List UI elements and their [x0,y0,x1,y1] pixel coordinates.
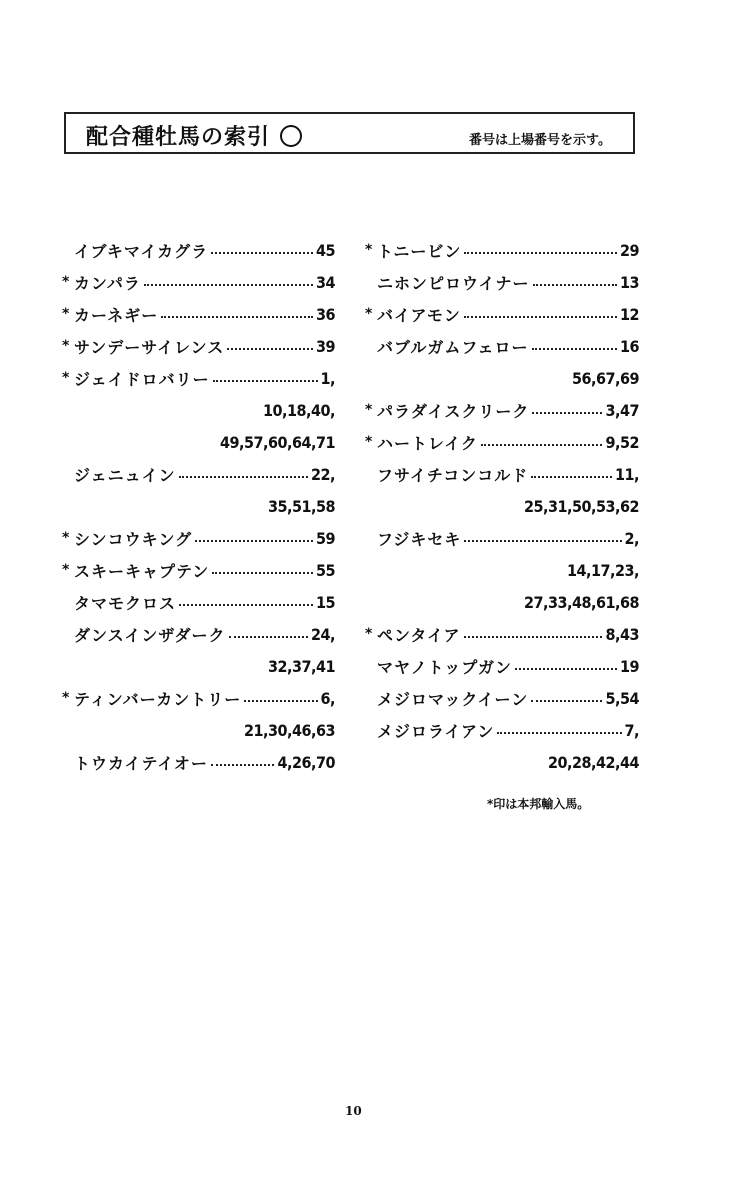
index-entry [62,746,335,778]
stallion-name: メジロマックイーン [377,689,529,709]
leader-dots [497,732,621,734]
index-entry [365,618,639,650]
lot-numbers: 12 [619,304,639,324]
lot-numbers: 2, [624,528,639,548]
leader-dots [144,284,313,286]
index-entry [365,714,639,746]
leader-dots [531,476,612,478]
leader-dots [212,572,313,574]
stallion-name: メジロライアン [377,721,495,741]
lot-numbers: 19 [619,656,639,676]
stallion-name: ジェイドロバリー [74,369,210,389]
stallion-name: ダンスインザダーク [74,625,226,645]
stallion-name: フジキセキ [377,529,462,549]
lot-numbers: 29 [619,240,639,260]
stallion-name: ペンタイア [377,625,461,645]
stallion-name: ニホンピロウイナー [377,273,530,293]
stallion-name: バブルガムフェロー [377,337,529,357]
index-continuation-row [365,586,639,618]
leader-dots [227,348,313,350]
lot-numbers: 55 [315,560,335,580]
index-entry [62,458,335,490]
stallion-name: パラダイスクリーク [377,401,530,421]
leader-dots [532,348,617,350]
lot-numbers: 5,54 [605,688,639,708]
index-continuation-row [365,362,639,394]
index-entry [365,394,639,426]
lot-numbers: 34 [315,272,335,292]
leader-dots [211,764,275,766]
page-number: 10 [345,1104,362,1118]
index-entry [62,586,335,618]
stallion-name: サンデーサイレンス [74,337,225,357]
index-entry [365,458,639,490]
index-entry [365,426,639,458]
footnote: *印は本邦輸入馬。 [487,797,590,811]
leader-dots [532,412,602,414]
circle-icon [280,125,302,147]
lot-numbers: 13 [619,272,639,292]
stallion-name: タマモクロス [74,593,177,613]
index-entry [365,266,639,298]
lot-numbers: 6, [320,688,335,708]
leader-dots [515,668,617,670]
index-continuation-row [365,490,639,522]
stallion-name: バイアモン [377,305,461,325]
lot-numbers: 3,47 [605,400,639,420]
lot-numbers: 1, [320,368,335,388]
header-note: 番号は上場番号を示す。 [469,133,611,148]
leader-dots [213,380,318,382]
lot-numbers: 35,51,58 [267,496,335,516]
index-continuation-row [365,746,639,778]
stallion-name: シンコウキング [74,529,193,549]
page-title [86,120,302,151]
index-entry [365,522,639,554]
index-continuation-row [62,650,335,682]
lot-numbers: 49,57,60,64,71 [219,432,335,452]
leader-dots [179,604,313,606]
import-mark: * [62,306,70,322]
index-entry [62,298,335,330]
import-mark: * [62,370,70,386]
lot-numbers: 14,17,23, [567,560,639,580]
leader-dots [531,700,602,702]
lot-numbers: 21,30,46,63 [243,720,335,740]
lot-numbers: 39 [315,336,335,356]
stallion-name: イブキマイカグラ [74,241,209,261]
page-title-text: 配合種牡馬の索引 [86,124,271,150]
index-entry [62,682,335,714]
index-entry [365,298,639,330]
leader-dots [161,316,313,318]
stallion-name: カンパラ [74,273,141,293]
leader-dots [533,284,617,286]
import-mark: * [62,338,70,354]
lot-numbers: 4,26,70 [277,752,335,772]
lot-numbers: 8,43 [605,624,639,644]
index-entry [62,522,335,554]
index-entry [62,266,335,298]
leader-dots [481,444,603,446]
leader-dots [195,540,313,542]
index-continuation-row [365,554,639,586]
leader-dots [464,316,617,318]
stallion-name: マヤノトップガン [377,657,513,677]
lot-numbers: 11, [615,464,639,484]
stallion-name: ハートレイク [377,433,478,453]
stallion-name: スキーキャプテン [74,561,210,581]
lot-numbers: 56,67,69 [571,368,639,388]
lot-numbers: 27,33,48,61,68 [523,592,639,612]
index-continuation-row [62,714,335,746]
import-mark: * [365,306,373,322]
index-continuation-row [62,394,335,426]
index-entry [62,362,335,394]
leader-dots [179,476,308,478]
leader-dots [229,636,308,638]
index-entry [365,650,639,682]
lot-numbers: 45 [315,240,335,260]
index-entry [365,330,639,362]
lot-numbers: 9,52 [605,432,639,452]
index-continuation-row [62,426,335,458]
import-mark: * [365,402,373,418]
lot-numbers: 36 [315,304,335,324]
lot-numbers: 22, [311,464,335,484]
leader-dots [244,700,317,702]
lot-numbers: 7, [624,720,639,740]
lot-numbers: 16 [619,336,639,356]
lot-numbers: 32,37,41 [267,656,335,676]
import-mark: * [365,626,373,642]
import-mark: * [365,242,373,258]
stallion-name: ジェニュイン [74,465,176,485]
index-entry [365,682,639,714]
lot-numbers: 10,18,40, [263,400,335,420]
index-header-box [64,112,635,154]
index-entry [365,234,639,266]
right-index-column [365,234,639,778]
leader-dots [464,636,603,638]
lot-numbers: 20,28,42,44 [547,752,639,772]
import-mark: * [62,274,70,290]
import-mark: * [62,562,70,578]
lot-numbers: 59 [315,528,335,548]
left-index-column [62,234,335,778]
index-entry [62,234,335,266]
index-entry [62,554,335,586]
stallion-name: トニービン [377,241,462,261]
index-entry [62,618,335,650]
lot-numbers: 24, [311,624,335,644]
stallion-name: ティンバーカントリー [74,689,242,709]
stallion-name: カーネギー [74,305,159,325]
stallion-name: トウカイテイオー [74,753,208,773]
leader-dots [464,252,617,254]
lot-numbers: 15 [315,592,335,612]
index-continuation-row [62,490,335,522]
stallion-name: フサイチコンコルド [377,465,529,485]
lot-numbers: 25,31,50,53,62 [523,496,639,516]
import-mark: * [62,530,70,546]
index-entry [62,330,335,362]
leader-dots [464,540,621,542]
leader-dots [211,252,313,254]
import-mark: * [62,690,70,706]
import-mark: * [365,434,373,450]
